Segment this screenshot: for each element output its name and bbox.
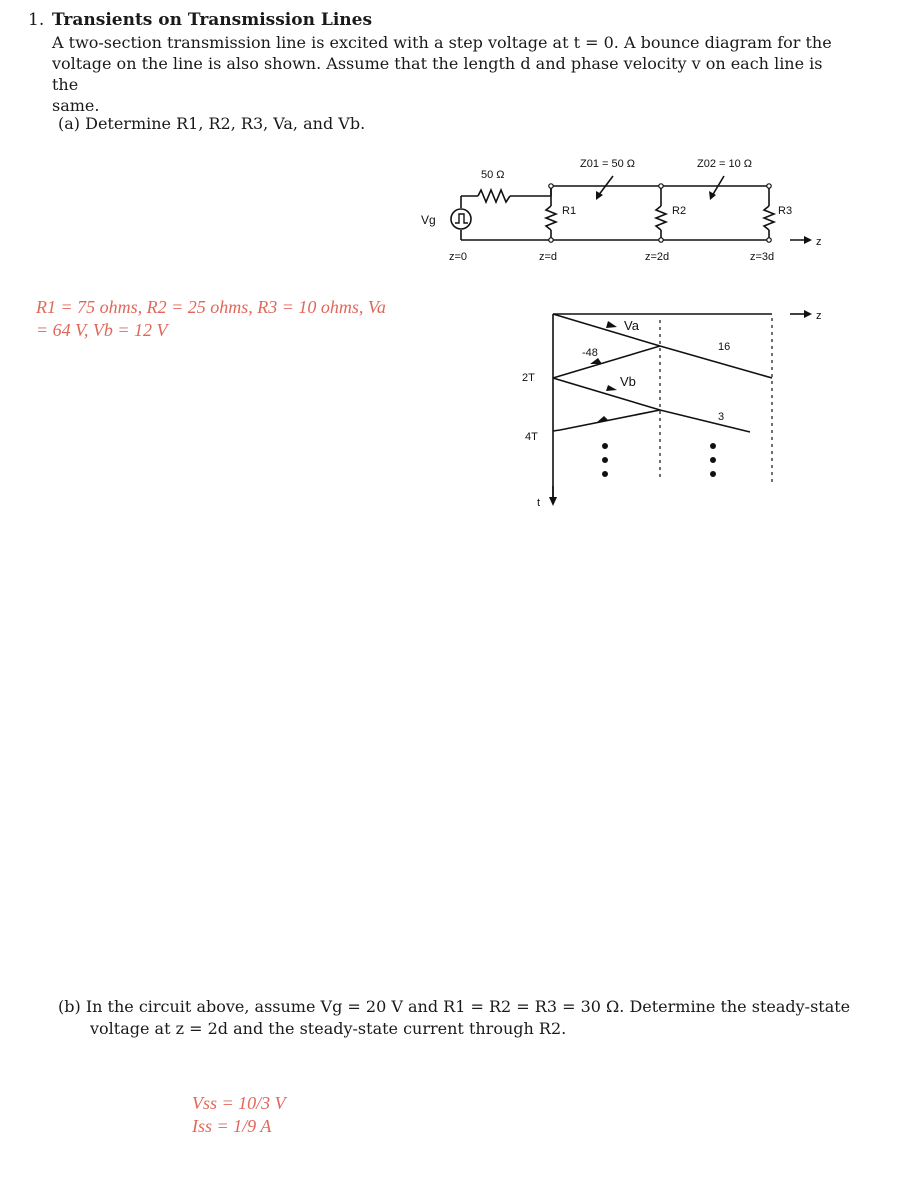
- step-source-icon: [451, 209, 471, 229]
- source-label: Vg: [421, 213, 436, 227]
- intro-line-1: A two-section transmission line is excited with a step voltage at t = 0. A bounce diagram for the: [52, 33, 832, 52]
- z01-label: Z01 = 50 Ω: [580, 158, 636, 170]
- question-title: Transients on Transmission Lines: [52, 10, 373, 30]
- vb-label: Vb: [620, 374, 636, 389]
- time-4t-label: 4T: [525, 431, 538, 443]
- part-a-answer-line-1: R1 = 75 ohms, R2 = 25 ohms, R3 = 10 ohms, Va: [36, 297, 386, 317]
- position-z3d: z=3d: [750, 251, 775, 263]
- ray-incident: [553, 314, 660, 346]
- position-zd: z=d: [539, 251, 558, 263]
- t-axis-label: t: [537, 497, 541, 509]
- ray-reflected-1: [553, 346, 660, 378]
- part-b-question: [58, 996, 858, 1040]
- part-b-answer: [192, 1092, 286, 1138]
- z-axis-label: z: [816, 310, 822, 322]
- position-z0: z=0: [449, 251, 468, 263]
- value-16-label: 16: [718, 341, 731, 353]
- question-number: 1.: [28, 10, 45, 30]
- position-z2d: z=2d: [645, 251, 670, 263]
- intro-line-2: voltage on the line is also shown. Assume that the length d and phase velocity v on each line is the: [52, 54, 823, 94]
- reflection-m48-label: -48: [582, 347, 598, 359]
- r1-zigzag: [546, 206, 556, 230]
- z02-label: Z02 = 10 Ω: [697, 158, 753, 170]
- circuit-diagram: [0, 0, 921, 300]
- va-label: Va: [624, 318, 639, 333]
- part-b-answer-vss: Vss = 10/3 V: [192, 1093, 286, 1113]
- time-2t-label: 2T: [522, 372, 535, 384]
- ray-transmitted-1: [660, 346, 772, 378]
- r2-label: R2: [672, 205, 687, 217]
- r2-zigzag: [656, 206, 666, 230]
- source-resistor-zigzag: [478, 190, 510, 202]
- part-b-answer-iss: Iss = 1/9 A: [192, 1116, 272, 1136]
- r3-zigzag: [764, 206, 774, 230]
- part-b-line-1: (b) In the circuit above, assume Vg = 20 V and R1 = R2 = R3 = 30 Ω. Determine the steady-state: [58, 997, 851, 1016]
- ray-reflected-2: [560, 410, 660, 430]
- ray-transmitted-2: [660, 410, 750, 432]
- source-resistor-label: 50 Ω: [481, 169, 505, 181]
- part-a-question: (a) Determine R1, R2, R3, Va, and Vb.: [58, 114, 366, 133]
- step-waveform-icon: [455, 214, 468, 223]
- ray-incident-2: [553, 378, 660, 410]
- part-b-line-2: voltage at z = 2d and the steady-state current through R2.: [90, 1019, 567, 1038]
- intro-line-3: same.: [52, 96, 100, 115]
- z-axis-label: z: [816, 236, 822, 248]
- bounce-diagram: [0, 300, 921, 520]
- r3-label: R3: [778, 205, 793, 217]
- value-3-label: 3: [718, 411, 725, 423]
- part-a-answer-line-2: = 64 V, Vb = 12 V: [36, 320, 168, 340]
- r1-label: R1: [562, 205, 577, 217]
